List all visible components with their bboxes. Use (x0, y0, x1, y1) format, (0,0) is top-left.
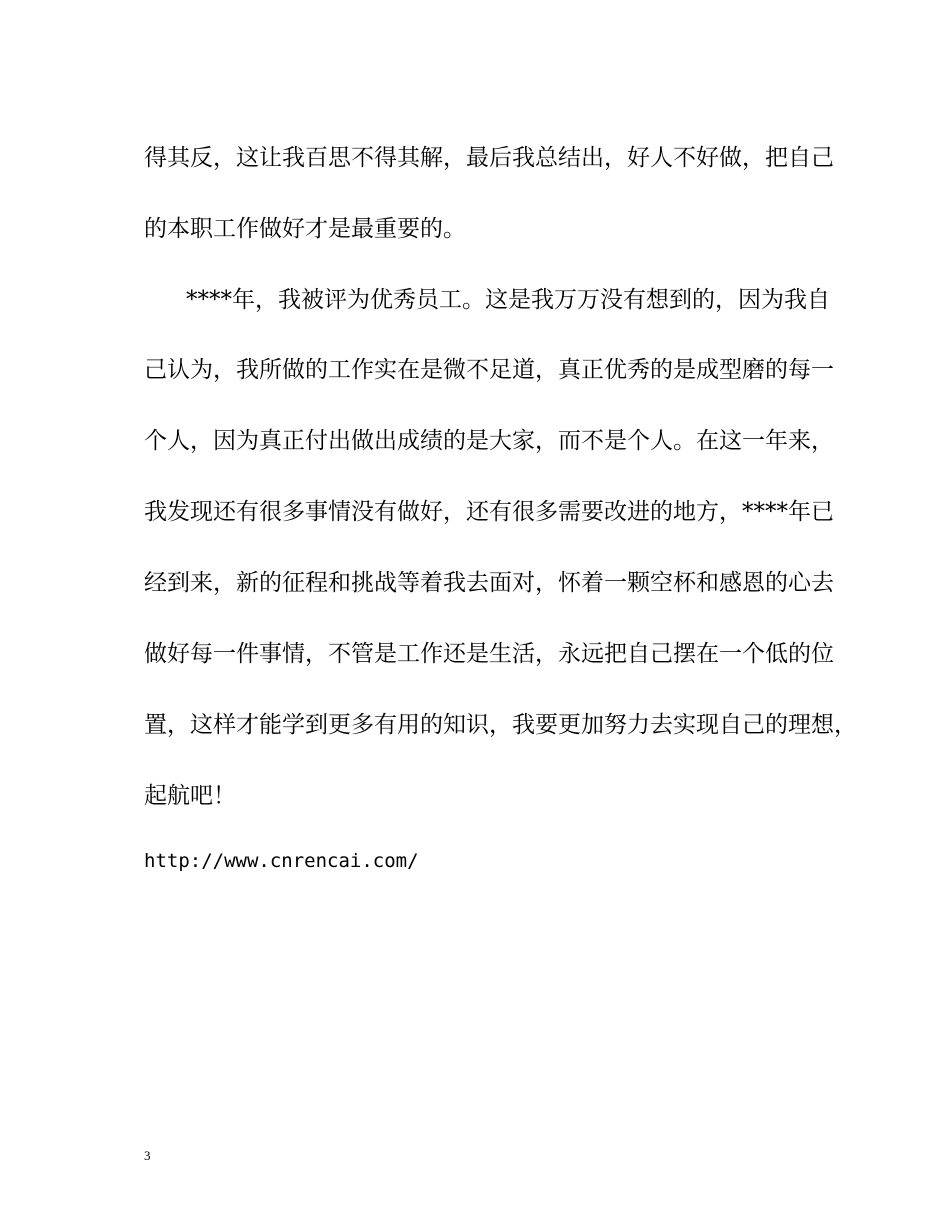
paragraph-line-7: 经到来，新的征程和挑战等着我去面对，怀着一颗空杯和感恩的心去 (144, 570, 834, 596)
paragraph-line-4: 己认为，我所做的工作实在是微不足道，真正优秀的是成型磨的每一 (144, 357, 834, 383)
paragraph-line-1: 得其反，这让我百思不得其解，最后我总结出，好人不好做，把自己 (144, 145, 834, 171)
source-url: http://www.cnrencai.com/ (144, 850, 419, 872)
paragraph-line-5: 个人，因为真正付出做出成绩的是大家，而不是个人。在这一年来， (144, 428, 834, 454)
page-number: 3 (144, 1148, 151, 1163)
paragraph-line-10: 起航吧！ (144, 783, 236, 809)
paragraph-line-8: 做好每一件事情，不管是工作还是生活，永远把自己摆在一个低的位 (144, 641, 834, 667)
paragraph-line-9: 置，这样才能学到更多有用的知识，我要更加努力去实现自己的理想， (144, 712, 857, 738)
paragraph-line-2: 的本职工作做好才是最重要的。 (144, 216, 466, 242)
paragraph-line-3: ****年，我被评为优秀员工。这是我万万没有想到的，因为我自 (186, 287, 830, 313)
paragraph-line-6: 我发现还有很多事情没有做好，还有很多需要改进的地方，****年已 (144, 499, 834, 525)
